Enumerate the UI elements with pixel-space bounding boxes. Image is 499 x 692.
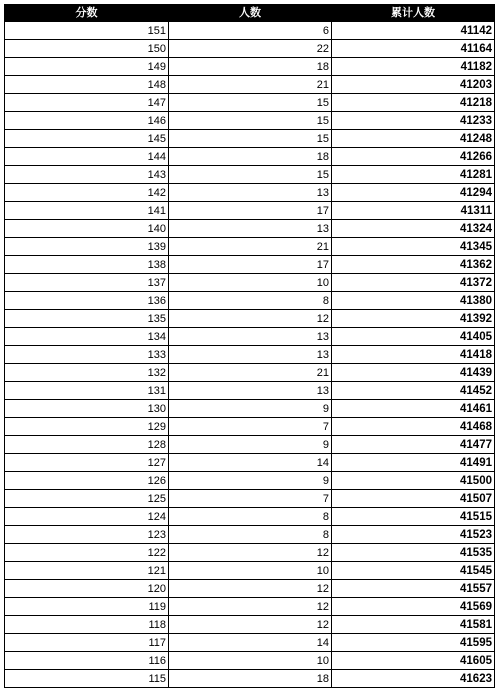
header-cumulative: 累计人数 (332, 5, 495, 22)
cell-count: 6 (169, 22, 332, 40)
cell-cumulative: 41281 (332, 166, 495, 184)
cell-score: 125 (5, 490, 169, 508)
cell-cumulative: 41523 (332, 526, 495, 544)
cell-cumulative: 41452 (332, 382, 495, 400)
cell-score: 121 (5, 562, 169, 580)
cell-cumulative: 41218 (332, 94, 495, 112)
cell-cumulative: 41545 (332, 562, 495, 580)
cell-count: 21 (169, 364, 332, 382)
cell-score: 131 (5, 382, 169, 400)
cell-score: 140 (5, 220, 169, 238)
cell-count: 12 (169, 580, 332, 598)
table-row (5, 58, 495, 76)
cell-score: 117 (5, 634, 169, 652)
cell-count: 7 (169, 418, 332, 436)
table-row (5, 130, 495, 148)
table-row (5, 634, 495, 652)
cell-count: 14 (169, 634, 332, 652)
table-row (5, 400, 495, 418)
cell-count: 7 (169, 490, 332, 508)
cell-count: 14 (169, 454, 332, 472)
table-row (5, 112, 495, 130)
table-row (5, 328, 495, 346)
cell-cumulative: 41418 (332, 346, 495, 364)
table-row (5, 220, 495, 238)
cell-cumulative: 41164 (332, 40, 495, 58)
cell-score: 148 (5, 76, 169, 94)
cell-cumulative: 41515 (332, 508, 495, 526)
cell-score: 146 (5, 112, 169, 130)
cell-score: 147 (5, 94, 169, 112)
cell-cumulative: 41266 (332, 148, 495, 166)
cell-cumulative: 41248 (332, 130, 495, 148)
cell-score: 116 (5, 652, 169, 670)
header-score: 分数 (5, 5, 169, 22)
cell-cumulative: 41477 (332, 436, 495, 454)
table-row (5, 526, 495, 544)
cell-score: 142 (5, 184, 169, 202)
table-row (5, 670, 495, 688)
cell-score: 143 (5, 166, 169, 184)
cell-score: 132 (5, 364, 169, 382)
table-row (5, 148, 495, 166)
cell-cumulative: 41294 (332, 184, 495, 202)
cell-cumulative: 41491 (332, 454, 495, 472)
cell-cumulative: 41203 (332, 76, 495, 94)
table-row (5, 238, 495, 256)
cell-count: 13 (169, 346, 332, 364)
cell-score: 151 (5, 22, 169, 40)
cell-count: 13 (169, 382, 332, 400)
cell-score: 127 (5, 454, 169, 472)
cell-cumulative: 41461 (332, 400, 495, 418)
cell-score: 126 (5, 472, 169, 490)
cell-cumulative: 41605 (332, 652, 495, 670)
table-row (5, 364, 495, 382)
cell-cumulative: 41182 (332, 58, 495, 76)
cell-count: 18 (169, 148, 332, 166)
cell-count: 17 (169, 256, 332, 274)
cell-score: 122 (5, 544, 169, 562)
table-row (5, 202, 495, 220)
score-distribution-table (4, 4, 495, 688)
cell-count: 8 (169, 292, 332, 310)
cell-count: 17 (169, 202, 332, 220)
cell-count: 18 (169, 670, 332, 688)
table-row (5, 508, 495, 526)
cell-count: 9 (169, 472, 332, 490)
cell-score: 135 (5, 310, 169, 328)
cell-score: 137 (5, 274, 169, 292)
cell-count: 13 (169, 328, 332, 346)
cell-cumulative: 41362 (332, 256, 495, 274)
cell-score: 134 (5, 328, 169, 346)
cell-cumulative: 41581 (332, 616, 495, 634)
table-body (5, 22, 495, 688)
table-row (5, 256, 495, 274)
cell-cumulative: 41311 (332, 202, 495, 220)
cell-score: 123 (5, 526, 169, 544)
table-row (5, 94, 495, 112)
cell-count: 10 (169, 274, 332, 292)
cell-score: 115 (5, 670, 169, 688)
cell-count: 15 (169, 112, 332, 130)
table-row (5, 292, 495, 310)
cell-score: 136 (5, 292, 169, 310)
table-row (5, 274, 495, 292)
cell-count: 10 (169, 562, 332, 580)
table-row (5, 166, 495, 184)
cell-cumulative: 41468 (332, 418, 495, 436)
cell-count: 12 (169, 616, 332, 634)
table-row (5, 472, 495, 490)
table-row (5, 652, 495, 670)
cell-count: 13 (169, 184, 332, 202)
table-row (5, 310, 495, 328)
cell-score: 124 (5, 508, 169, 526)
cell-score: 149 (5, 58, 169, 76)
cell-count: 21 (169, 238, 332, 256)
cell-score: 150 (5, 40, 169, 58)
table-row (5, 40, 495, 58)
cell-cumulative: 41392 (332, 310, 495, 328)
cell-count: 10 (169, 652, 332, 670)
table-row (5, 76, 495, 94)
cell-cumulative: 41345 (332, 238, 495, 256)
cell-cumulative: 41557 (332, 580, 495, 598)
table-header-row (5, 5, 495, 22)
cell-score: 133 (5, 346, 169, 364)
table-row (5, 598, 495, 616)
cell-score: 129 (5, 418, 169, 436)
cell-score: 139 (5, 238, 169, 256)
cell-count: 13 (169, 220, 332, 238)
cell-cumulative: 41500 (332, 472, 495, 490)
cell-count: 21 (169, 76, 332, 94)
table-row (5, 22, 495, 40)
cell-count: 12 (169, 598, 332, 616)
cell-count: 15 (169, 130, 332, 148)
cell-cumulative: 41324 (332, 220, 495, 238)
cell-score: 118 (5, 616, 169, 634)
cell-cumulative: 41372 (332, 274, 495, 292)
table-row (5, 616, 495, 634)
cell-count: 9 (169, 436, 332, 454)
cell-score: 120 (5, 580, 169, 598)
cell-score: 130 (5, 400, 169, 418)
cell-cumulative: 41507 (332, 490, 495, 508)
cell-count: 12 (169, 310, 332, 328)
cell-count: 9 (169, 400, 332, 418)
cell-cumulative: 41405 (332, 328, 495, 346)
cell-cumulative: 41595 (332, 634, 495, 652)
cell-count: 15 (169, 166, 332, 184)
cell-count: 12 (169, 544, 332, 562)
cell-cumulative: 41142 (332, 22, 495, 40)
cell-score: 145 (5, 130, 169, 148)
cell-cumulative: 41535 (332, 544, 495, 562)
table-row (5, 562, 495, 580)
cell-count: 22 (169, 40, 332, 58)
table-row (5, 580, 495, 598)
table-row (5, 490, 495, 508)
cell-cumulative: 41439 (332, 364, 495, 382)
cell-score: 119 (5, 598, 169, 616)
table-row (5, 346, 495, 364)
header-count: 人数 (169, 5, 332, 22)
table-row (5, 544, 495, 562)
cell-cumulative: 41233 (332, 112, 495, 130)
cell-score: 138 (5, 256, 169, 274)
table-row (5, 454, 495, 472)
table-row (5, 382, 495, 400)
cell-count: 8 (169, 508, 332, 526)
table-row (5, 418, 495, 436)
table-row (5, 184, 495, 202)
cell-cumulative: 41380 (332, 292, 495, 310)
table-row (5, 436, 495, 454)
cell-cumulative: 41623 (332, 670, 495, 688)
cell-score: 128 (5, 436, 169, 454)
cell-score: 141 (5, 202, 169, 220)
cell-cumulative: 41569 (332, 598, 495, 616)
cell-count: 8 (169, 526, 332, 544)
cell-count: 15 (169, 94, 332, 112)
cell-score: 144 (5, 148, 169, 166)
cell-count: 18 (169, 58, 332, 76)
